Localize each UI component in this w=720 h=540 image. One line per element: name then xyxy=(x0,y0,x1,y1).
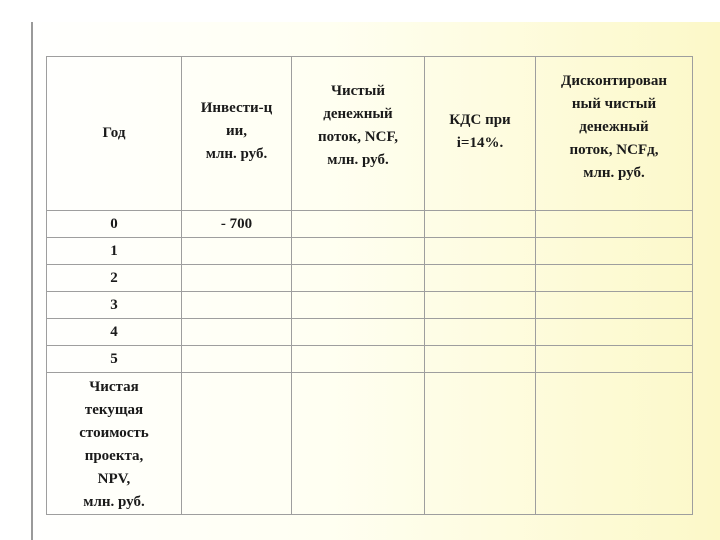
cell-ncf xyxy=(292,292,425,319)
table-row xyxy=(47,319,693,346)
table-row xyxy=(47,238,693,265)
table-total-row xyxy=(47,373,693,515)
header-discount-factor-label: КДС при i=14%. xyxy=(449,111,511,151)
header-ncf-label: Чистый денежный поток, NCF, млн. руб. xyxy=(318,82,398,168)
total-investment-cell xyxy=(182,373,292,515)
cell-investment: - 700 xyxy=(182,211,292,238)
cell-year: 3 xyxy=(47,292,182,319)
cell-year: 5 xyxy=(47,346,182,373)
cell-ncf xyxy=(292,319,425,346)
header-year xyxy=(47,57,182,211)
header-investment xyxy=(182,57,292,211)
npv-calculation-table xyxy=(46,56,693,515)
cell-discount-factor xyxy=(425,265,536,292)
cell-discounted-ncf xyxy=(536,319,693,346)
total-discounted-ncf-cell xyxy=(536,373,693,515)
total-discount-factor-cell xyxy=(425,373,536,515)
cell-discounted-ncf xyxy=(536,265,693,292)
cell-discounted-ncf xyxy=(536,238,693,265)
cell-year: 0 xyxy=(47,211,182,238)
total-npv-label: Чистая текущая стоимость проекта, NPV, млн. руб. xyxy=(79,379,149,510)
table-row xyxy=(47,292,693,319)
total-npv-label-cell xyxy=(47,373,182,515)
cell-discounted-ncf xyxy=(536,292,693,319)
cell-discounted-ncf xyxy=(536,346,693,373)
table-row xyxy=(47,265,693,292)
total-ncf-cell xyxy=(292,373,425,515)
cell-investment xyxy=(182,319,292,346)
cell-ncf xyxy=(292,238,425,265)
header-discounted-ncf-label: Дисконтирован ный чистый денежный поток, NCFд, млн. руб. xyxy=(561,73,667,181)
cell-discount-factor xyxy=(425,238,536,265)
cell-year: 4 xyxy=(47,319,182,346)
header-ncf xyxy=(292,57,425,211)
header-discounted-ncf xyxy=(536,57,693,211)
cell-investment xyxy=(182,292,292,319)
cell-discounted-ncf xyxy=(536,211,693,238)
cell-ncf xyxy=(292,265,425,292)
table-header-row xyxy=(47,57,693,211)
cell-discount-factor xyxy=(425,346,536,373)
cell-discount-factor xyxy=(425,211,536,238)
header-discount-factor xyxy=(425,57,536,211)
cell-year: 2 xyxy=(47,265,182,292)
cell-ncf xyxy=(292,211,425,238)
table-row xyxy=(47,211,693,238)
slide-top-band xyxy=(0,0,720,22)
cell-ncf xyxy=(292,346,425,373)
header-investment-label: Инвести-ц ии, млн. руб. xyxy=(200,100,273,162)
cell-investment xyxy=(182,238,292,265)
header-year-label: Год xyxy=(102,125,126,141)
cell-investment xyxy=(182,346,292,373)
cell-discount-factor xyxy=(425,292,536,319)
cell-discount-factor xyxy=(425,319,536,346)
cell-investment xyxy=(182,265,292,292)
table-row xyxy=(47,346,693,373)
cell-year: 1 xyxy=(47,238,182,265)
slide-left-rule xyxy=(31,22,33,540)
